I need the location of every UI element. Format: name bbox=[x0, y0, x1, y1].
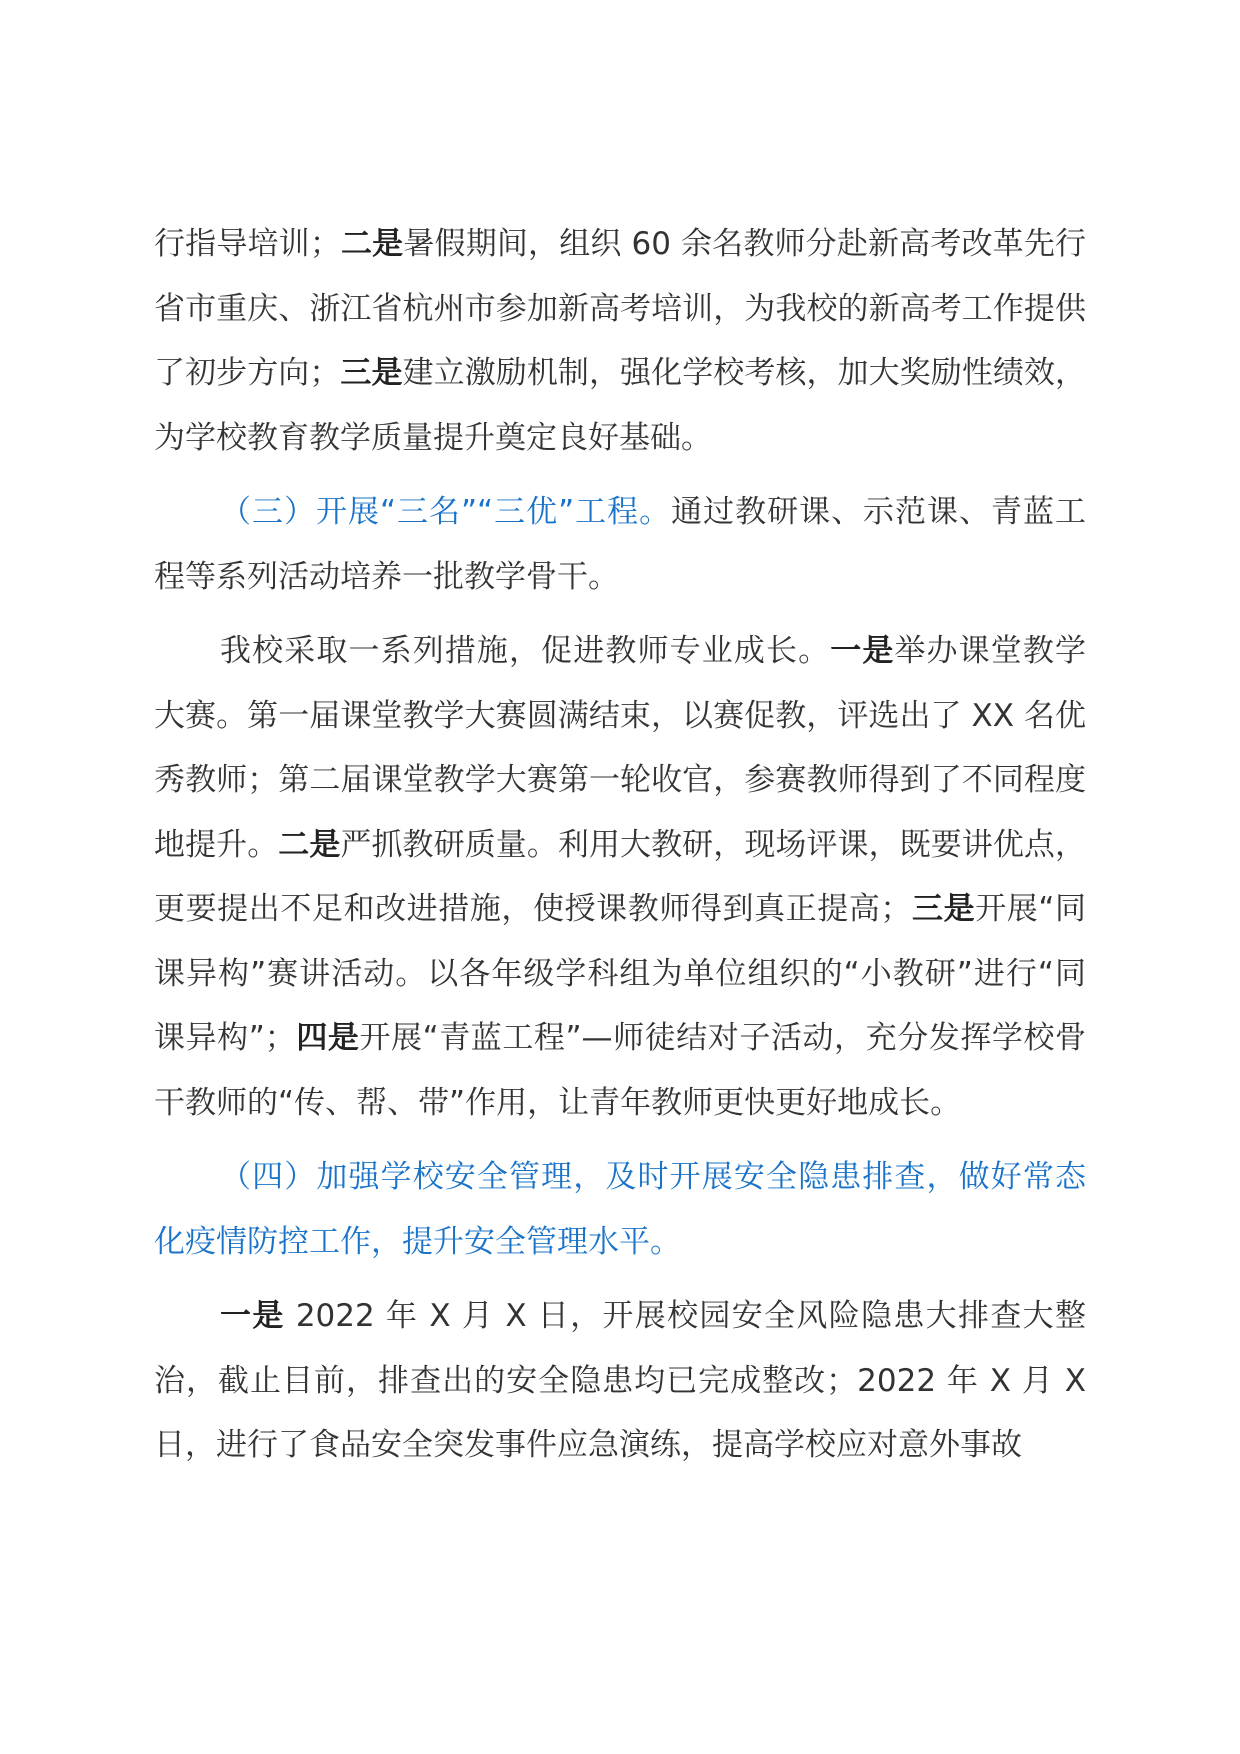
document-page bbox=[154, 212, 1086, 1488]
paragraph-safety bbox=[154, 1284, 1086, 1478]
text-segment: 我校采取一系列措施，促进教师专业成长。 bbox=[220, 633, 831, 669]
text-segment: 建立激励机制，强化学校考核，加大奖励性绩效，为学校教育教学质量提升奠定良好基础。 bbox=[154, 355, 1087, 456]
bold-marker: 三是 bbox=[340, 355, 403, 391]
paragraph-section-three bbox=[154, 480, 1086, 609]
bold-marker: 一是 bbox=[830, 633, 895, 669]
section-heading: （四）加强学校安全管理，及时开展安全隐患排查，做好常态化疫情防控工作，提升安全管理水平。 bbox=[154, 1159, 1086, 1260]
paragraph-teacher-growth bbox=[154, 619, 1086, 1135]
text-segment: 2022 年 X 月 X 日，开展校园安全风险隐患大排查大整治，截止目前，排查出的安全隐患均已完成整改；2022 年 X 月 X 日，进行了食品安全突发事件应急演练，提高学校应对意外事故 bbox=[154, 1298, 1086, 1463]
paragraph-training bbox=[154, 212, 1086, 470]
text-segment: 举办课堂教学大赛。第一届课堂教学大赛圆满结束，以赛促教，评选出了 XX 名优秀教师；第二届课堂教学大赛第一轮收官，参赛教师得到了不同程度地提升。 bbox=[154, 633, 1087, 863]
text-segment: 严抓教研质量。利用大教研，现场评课，既要讲优点，更要提出不足和改进措施，使授课教师得到真正提高； bbox=[154, 826, 1087, 927]
paragraph-section-four bbox=[154, 1145, 1086, 1274]
text-segment: 行指导培训； bbox=[154, 226, 341, 262]
bold-marker: 二是 bbox=[278, 826, 341, 863]
bold-marker: 四是 bbox=[295, 1020, 360, 1056]
bold-marker: 一是 bbox=[220, 1298, 285, 1334]
text-segment: 通过教研课、示范课、青蓝工程等系列活动培养一批教学骨干。 bbox=[154, 494, 1086, 595]
bold-marker: 三是 bbox=[911, 891, 976, 927]
bold-marker: 二是 bbox=[340, 226, 404, 262]
text-segment: 暑假期间，组织 60 余名教师分赴新高考改革先行省市重庆、浙江省杭州市参加新高考培训，为我校的新高考工作提供了初步方向； bbox=[154, 226, 1087, 391]
section-heading: （三）开展“三名”“三优”工程。 bbox=[220, 494, 672, 530]
text-segment: 开展“同课异构”赛讲活动。以各年级学科组为单位组织的“小教研”进行“同课异构”； bbox=[154, 891, 1087, 1056]
text-segment: 开展“青蓝工程”—师徒结对子活动，充分发挥学校骨干教师的“传、帮、带”作用，让青年教师更快更好地成长。 bbox=[154, 1020, 1087, 1121]
